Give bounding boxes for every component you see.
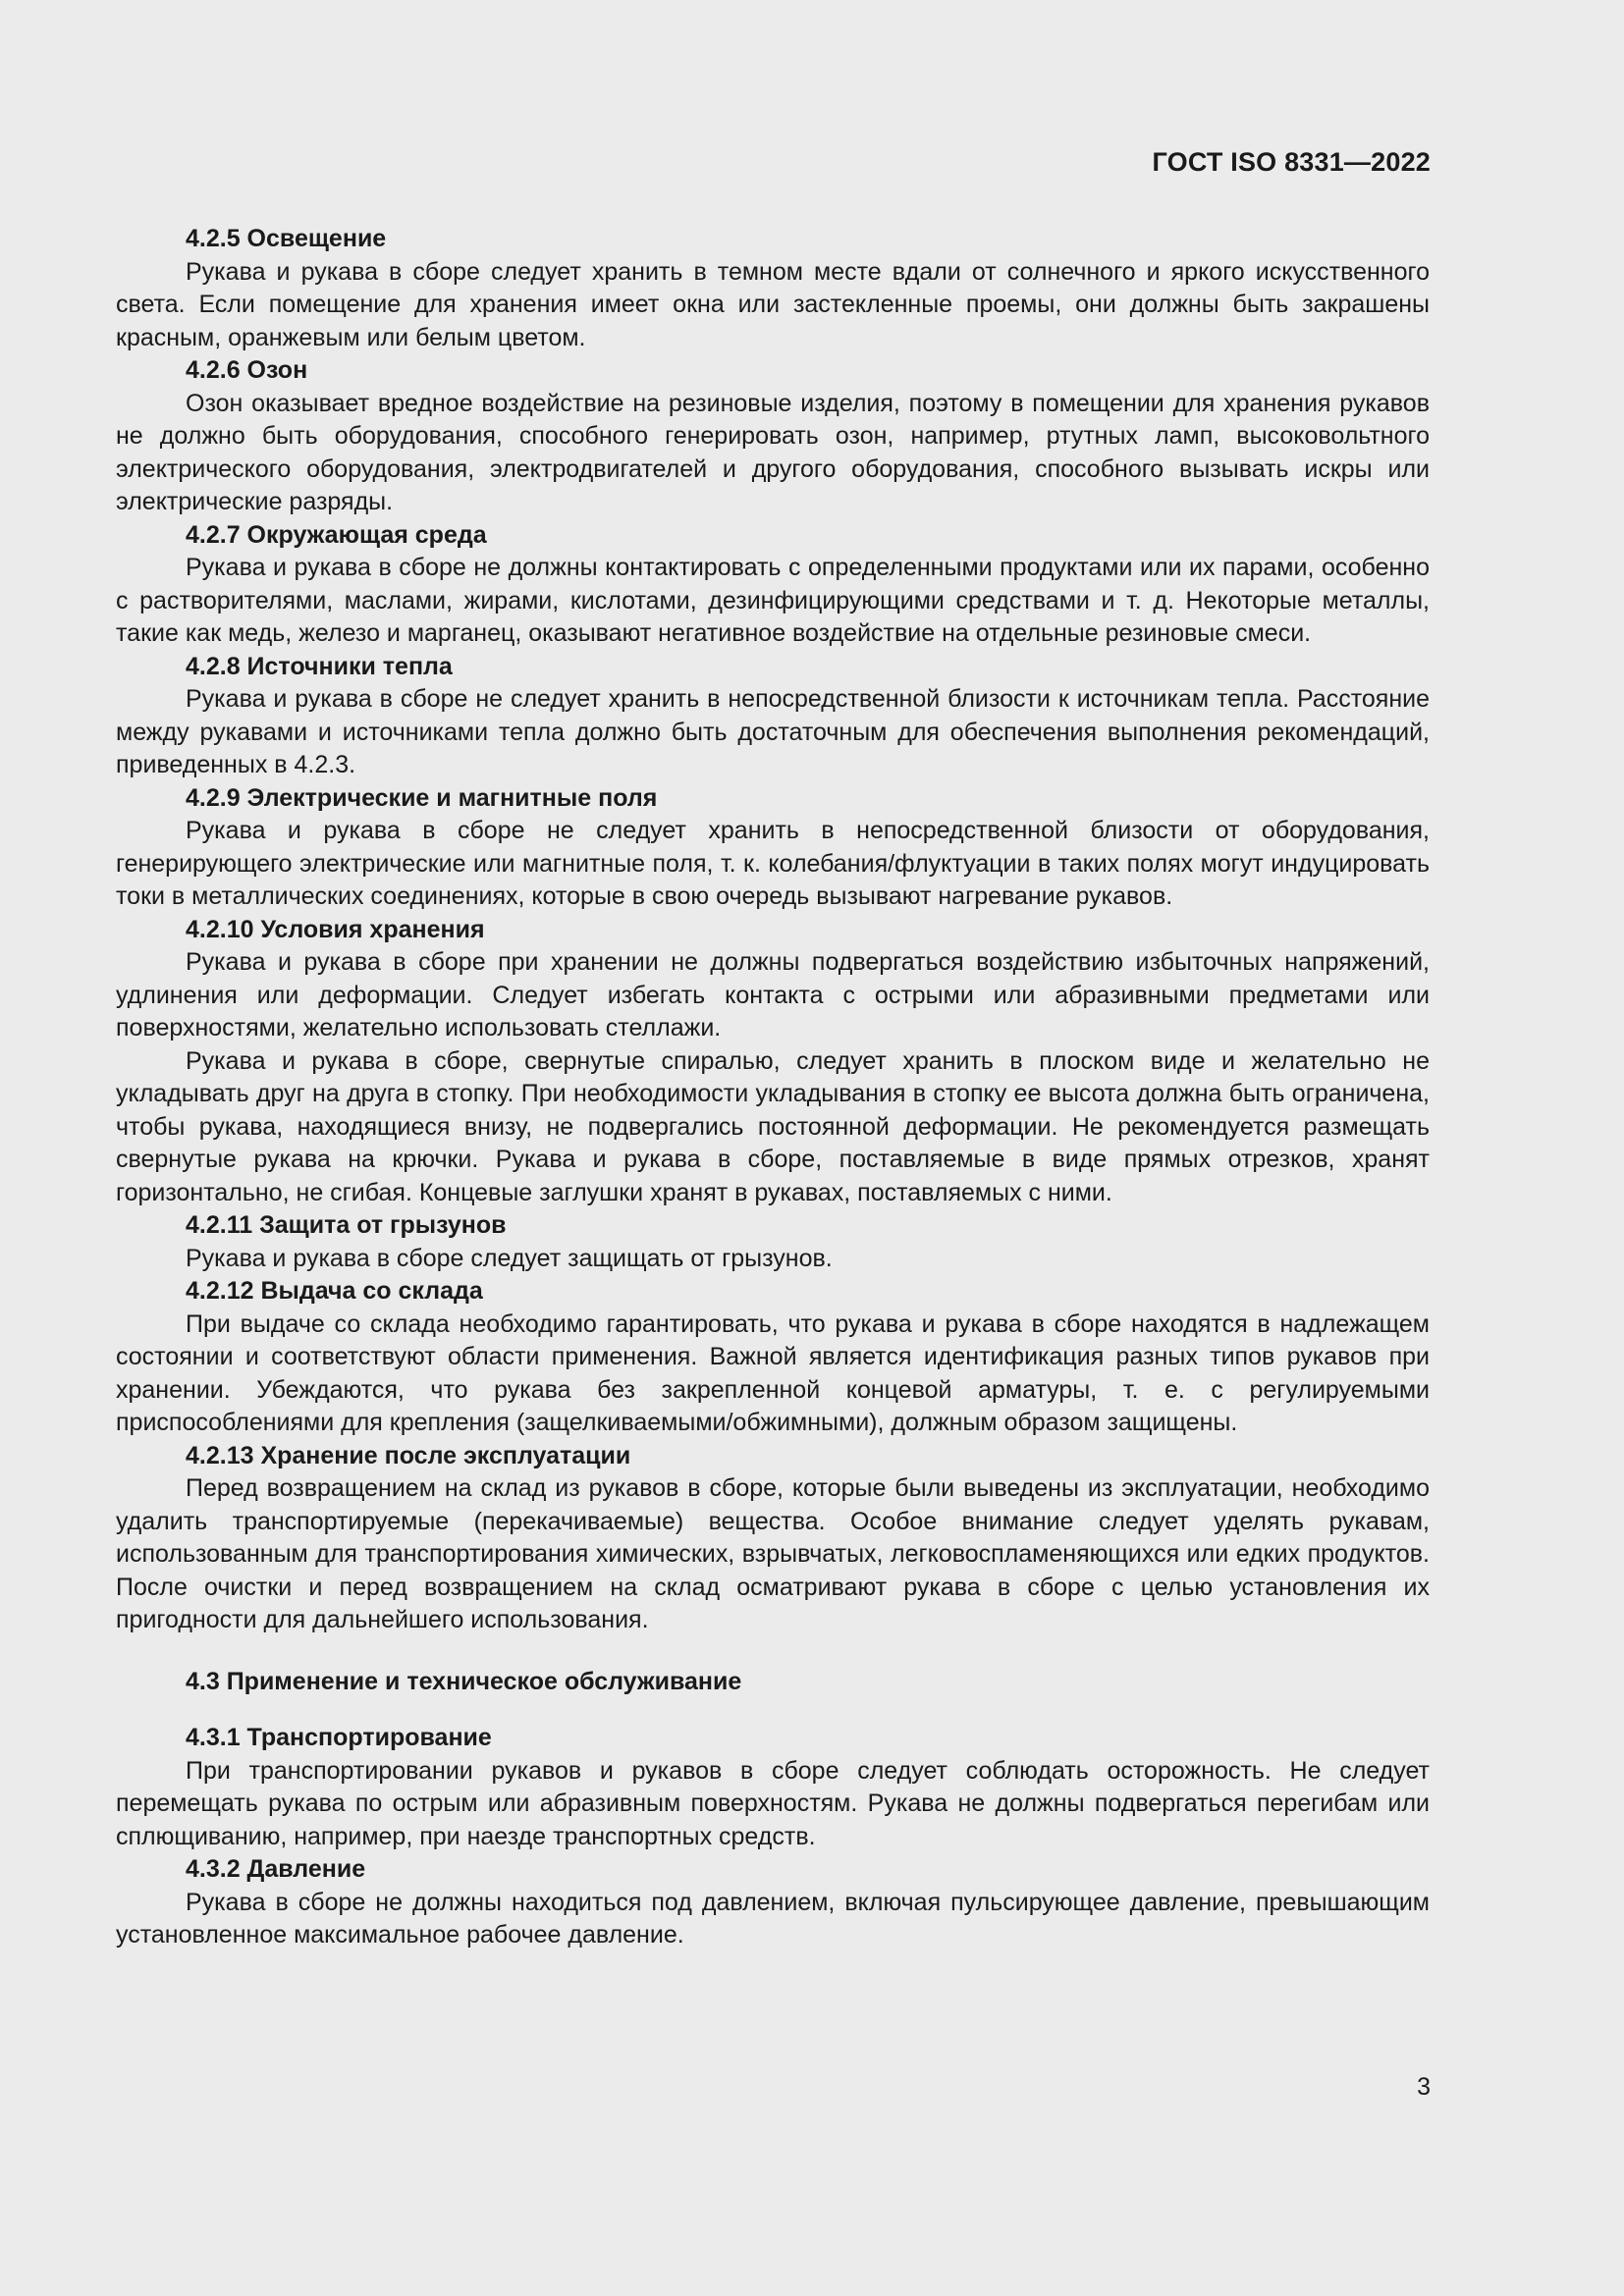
section-heading-4-3-1: 4.3.1 Транспортирование [186,1724,492,1751]
paragraph: Рукава и рукава в сборе не следует хранить в непосредственной близости к источникам тепла. Расстояние между рукавами и источниками тепла должно быть достаточным для обеспечения выполнения рекомендаций, приведенных в 4.2.3. [116,685,1430,778]
paragraph: Рукава и рукава в сборе при хранении не должны подвергаться воздействию избыточных напряжений, удлинения или деформации. Следует избегать контакта с острыми или абразивными предметами или поверхностями, желательно использовать стеллажи. [116,948,1430,1041]
paragraph: При транспортировании рукавов и рукавов в сборе следует соблюдать осторожность. Не следует перемещать рукава по острым или абразивным поверхностям. Рукава не должны подвергаться перегибам или сплющиванию, например, при наезде транспортных средств. [116,1756,1430,1850]
paragraph: Рукава и рукава в сборе следует защищать от грызунов. [186,1244,833,1272]
paragraph: Рукава и рукава в сборе, свернутые спиралью, следует хранить в плоском виде и желательно не укладывать друг на друга в стопку. При необходимости укладывания в стопку ее высота должна быть ограничена, чтобы рукава, находящиеся внизу, не подвергались постоянной деформации. Не рекомендуется размещать свернутые рукава на крючки. Рукава и рукава в сборе, поставляемые в виде прямых отрезков, хранят горизонтально, не сгибая. Концевые заглушки хранят в рукавах, поставляемых с ними. [116,1046,1430,1206]
section-heading-4-2-13: 4.2.13 Хранение после эксплуатации [186,1441,631,1469]
paragraph: Рукава и рукава в сборе следует хранить в темном месте вдали от солнечного и яркого искусственного света. Если помещение для хранения имеет окна или застекленные проемы, они должны быть закрашены красным, оранжевым или белым цветом. [116,257,1430,351]
section-heading-4-3-2: 4.3.2 Давление [186,1855,366,1883]
section-heading-4-2-6: 4.2.6 Озон [186,356,308,384]
section-heading-4-2-5: 4.2.5 Освещение [186,225,387,252]
document-body [116,223,1430,1952]
paragraph: При выдаче со склада необходимо гарантировать, что рукава и рукава в сборе находятся в надлежащем состоянии и соответствуют области применения. Важной является идентификация разных типов рукавов при хранении. Убеждаются, что рукава без закрепленной концевой арматуры, т. е. с регулируемыми приспособлениями для крепления (защелкиваемыми/обжимными), должным образом защищены. [116,1309,1430,1436]
page-number: 3 [1417,2073,1431,2101]
section-heading-4-2-7: 4.2.7 Окружающая среда [186,520,487,549]
paragraph: Рукава и рукава в сборе не следует хранить в непосредственной близости от оборудования, генерирующего электрические или магнитные поля, т. к. колебания/флуктуации в таких полях могут индуцировать токи в металлических соединениях, которые в свою очередь вызывают нагревание рукавов. [116,817,1430,910]
section-heading-4-3: 4.3 Применение и техническое обслуживание [186,1667,742,1695]
paragraph: Рукава и рукава в сборе не должны контактировать с определенными продуктами или их парами, особенно с растворителями, маслами, жирами, кислотами, дезинфицирующими средствами и т. д. Некоторые металлы, такие как медь, железо и марганец, оказывают негативное воздействие на отдельные резиновые смеси. [116,554,1430,647]
paragraph: Рукава в сборе не должны находиться под давлением, включая пульсирующее давление, превышающим установленное максимальное рабочее давление. [116,1888,1430,1949]
paragraph: Озон оказывает вредное воздействие на резиновые изделия, поэтому в помещении для хранения рукавов не должно быть оборудования, способного генерировать озон, например, ртутных ламп, высоковольтного электрического оборудования, электродвигателей и другого оборудования, способного вызывать искры или электрические разряды. [116,389,1430,515]
section-heading-4-2-12: 4.2.12 Выдача со склада [186,1277,483,1305]
document-code-header: ГОСТ ISO 8331—2022 [1152,147,1431,177]
section-heading-4-2-11: 4.2.11 Защита от грызунов [186,1211,507,1239]
section-heading-4-2-8: 4.2.8 Источники тепла [186,652,453,680]
paragraph: Перед возвращением на склад из рукавов в сборе, которые были выведены из эксплуатации, необходимо удалить транспортируемые (перекачиваемые) вещества. Особое внимание следует уделять рукавам, использованным для транспортирования химических, взрывчатых, легковоспламеняющихся или едких продуктов. После очистки и перед возвращением на склад осматривают рукава в сборе с целью установления их пригодности для дальнейшего использования. [116,1474,1430,1633]
section-heading-4-2-9: 4.2.9 Электрические и магнитные поля [186,783,658,812]
section-heading-4-2-10: 4.2.10 Условия хранения [186,915,485,943]
